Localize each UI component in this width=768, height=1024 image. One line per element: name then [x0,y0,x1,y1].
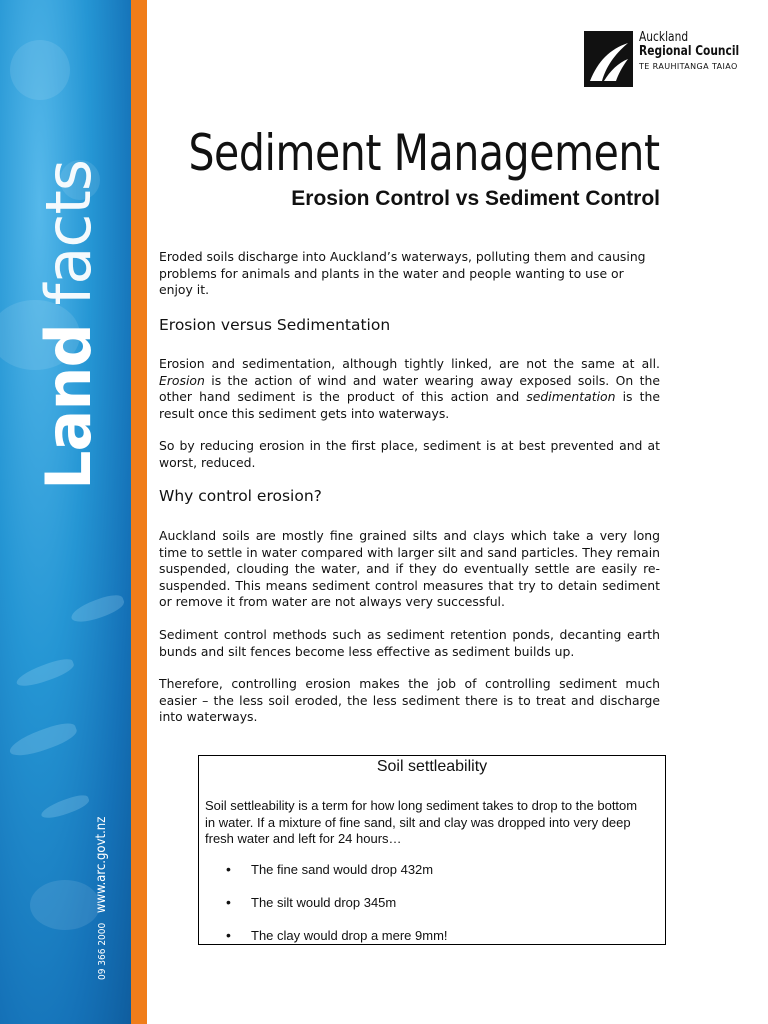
text-run: is the result once this sediment gets into waterways. [159,389,660,421]
website-url: www.arc.govt.nz [94,816,109,914]
sidebar-photo-band [0,0,131,1024]
auckland-soils-paragraph: Auckland soils are mostly fine grained silts and clays which take a very long time to settle in water compared with larger silt and sand particles. They remain suspended, clouding the water, and if they do eventually settle are easily re-suspended. This means sediment control measures that try to detain sediment or remove it from water are not always very successful. [159,528,660,610]
phone-number: 09 366 2000 [97,922,108,980]
leaf-emblem-icon [584,31,633,87]
decorative-fish [39,792,91,822]
decorative-fish [7,719,80,762]
land-facts-brand [32,159,105,490]
decorative-bubble [10,40,70,100]
text-run: is the action of wind and water wearing away exposed soils. On the other hand sediment is the product of this action and [159,372,660,405]
text-run: Erosion and sedimentation, although tightly linked, are not the same at all. [159,356,660,371]
sidebar-contact [94,817,109,980]
list-item: • The clay would drop a mere 9mm! [226,928,448,944]
decorative-fish [69,591,127,627]
logo-text-maori: TE RAUHITANGA TAIAO [639,62,738,72]
sediment-control-methods-paragraph: Sediment control methods such as sediment retention ponds, decanting earth bunds and silt fences become less effective as sediment builds up. [159,627,660,659]
list-item: • The silt would drop 345m [226,895,448,911]
erosion-definition-paragraph [159,356,660,422]
decorative-fish [14,655,76,691]
settle-rate-list [226,862,448,961]
brand-light: facts [32,159,105,306]
controlling-erosion-paragraph: Therefore, controlling erosion makes the job of controlling sediment much easier – the less soil eroded, the less sediment there is to treat and discharge into waterways. [159,676,660,725]
list-item: • The fine sand would drop 432m [226,862,448,878]
emphasis-erosion: Erosion [159,372,205,388]
reduce-erosion-paragraph: So by reducing erosion in the first place, sediment is at best prevented and at worst, reduced. [159,438,660,470]
emphasis-sedimentation: sedimentation [526,389,616,405]
page-title: Sediment Management [188,124,660,182]
decorative-bubble [30,880,100,930]
section-heading-why-control-erosion: Why control erosion? [159,487,322,505]
page-subtitle: Erosion Control vs Sediment Control [291,187,660,210]
intro-paragraph: Eroded soils discharge into Auckland’s waterways, polluting them and causing problems for animals and plants in the water and people wanting to use or enjoy it. [159,249,646,298]
council-logo-mark [584,31,633,87]
box-title: Soil settleability [376,758,488,775]
box-description: Soil settleability is a term for how long sediment takes to drop to the bottom in water. If a mixture of fine sand, silt and clay was dropped into very deep fresh water and left for 24 hours… [205,798,638,846]
soil-settleability-box [198,755,666,945]
council-logo [584,31,761,87]
section-heading-erosion-vs-sedimentation: Erosion versus Sedimentation [159,316,391,334]
orange-stripe [131,0,147,1024]
brand-bold: Land [32,324,105,490]
logo-text-regional-council: Regional Council [639,43,740,59]
logo-text-auckland: Auckland [639,30,689,45]
